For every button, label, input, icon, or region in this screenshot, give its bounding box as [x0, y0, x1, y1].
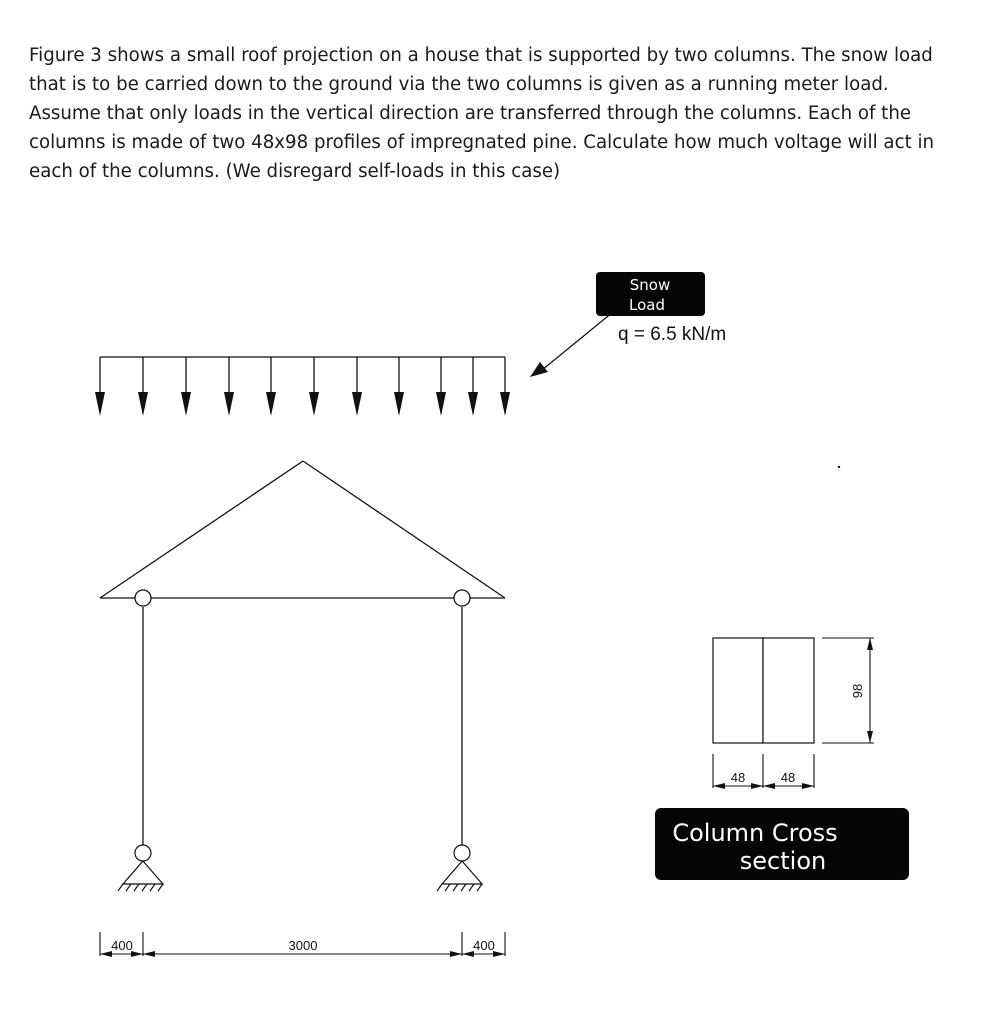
- snow-label-line1: Snow: [629, 276, 671, 294]
- roof-truss: [100, 461, 505, 598]
- cross-section-height-dim: [822, 638, 874, 743]
- cross-section-width-dim: [713, 754, 814, 788]
- right-top-hinge: [454, 590, 470, 606]
- cross-section-width-2: 48: [780, 770, 796, 785]
- cross-section-label-line1: Column Cross: [672, 819, 838, 847]
- load-value: q = 6.5 kN/m: [618, 324, 727, 345]
- right-pin-support: [437, 845, 482, 891]
- cross-section-width-1: 48: [730, 770, 746, 785]
- load-arrowheads: [95, 392, 510, 416]
- snow-load-label: [596, 272, 705, 316]
- cross-section-height: 98: [850, 683, 865, 699]
- distributed-load: [100, 357, 505, 410]
- roof-right-rafter: [303, 461, 505, 598]
- column-cross-section: [713, 638, 814, 743]
- profile-right: [763, 638, 814, 743]
- left-pin-support: [118, 845, 163, 891]
- left-top-hinge: [135, 590, 151, 606]
- cross-section-label: [655, 808, 909, 880]
- columns: [143, 607, 462, 845]
- load-leader-arrow: [530, 312, 613, 377]
- dim-span: 3000: [288, 938, 318, 953]
- problem-statement: Figure 3 shows a small roof projection on a house that is supported by two columns. The snow load that is to be carried down to the ground via the two columns is given as a running meter load. Assume that only loads in the vertical direction are transferred through the columns. Each of the columns is made of two 48x98 profiles of impregnated pine. Calculate how much voltage will act in each of the columns. (We disregard self-loads in this case): [29, 45, 935, 182]
- roof-left-rafter: [100, 461, 303, 598]
- dim-right-overhang: 400: [473, 938, 495, 953]
- stray-dot: [838, 466, 840, 468]
- profile-left: [713, 638, 763, 743]
- dim-left-overhang: 400: [111, 938, 133, 953]
- cross-section-label-line2: section: [739, 847, 827, 875]
- snow-label-line2: Load: [629, 296, 665, 314]
